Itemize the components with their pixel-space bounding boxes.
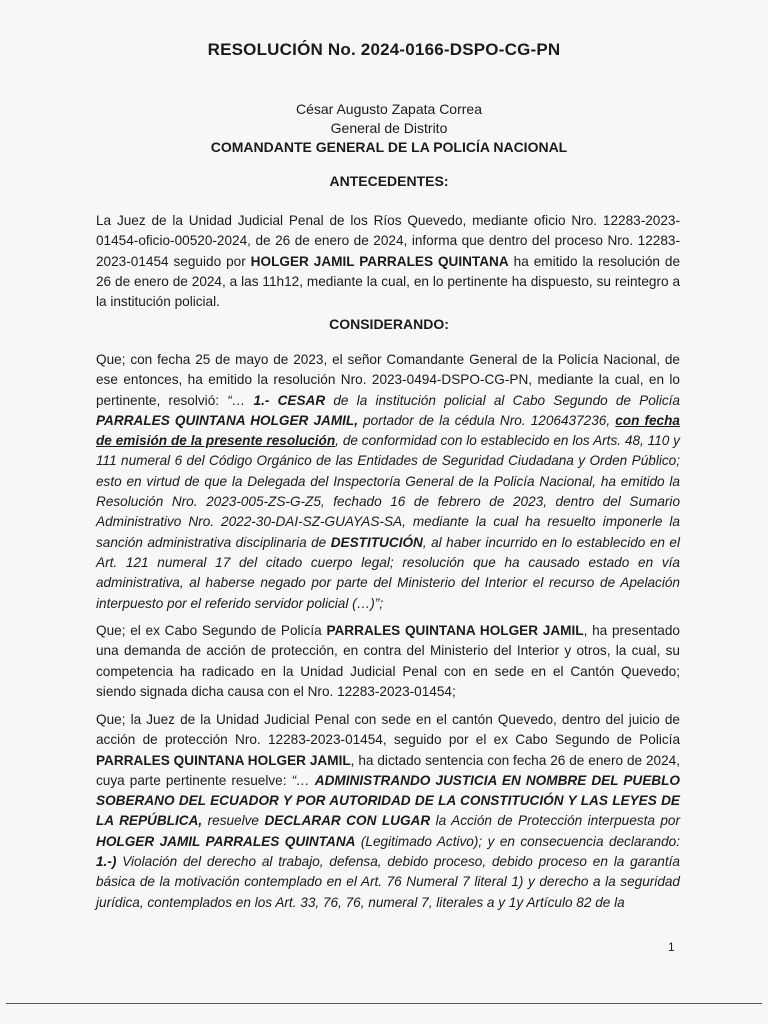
q1-text-a: Que; con fecha 25 de mayo de 2023, el señor Comandante General de la Policía Nacional, de ese entonces, ha emitido la resolución Nro. 2023-0494-DSPO-CG-PN, mediante la cual, en lo pertinente, resolvió: — [96, 352, 680, 408]
q1-text-i2: de la institución policial al Cabo Segundo de Policía — [325, 392, 680, 408]
signer-rank: General de Distrito — [330, 120, 448, 136]
resolution-title: RESOLUCIÓN No. 2024-0166-DSPO-CG-PN — [207, 40, 561, 59]
q1-destitucion: DESTITUCIÓN — [330, 534, 423, 550]
q3-text-i4: (Legitimado Activo); y en consecuencia declarando: — [355, 833, 680, 849]
q3-quote-open: “… — [291, 772, 315, 788]
q1-quote-open: “… — [227, 392, 254, 408]
q2-text-b: , ha presentado una demanda de acción de protección, en contra del Ministerio del Interior y otros, la cual, su competencia ha radicado en la Unidad Judicial Penal con en sede en el Cantón Quevedo; siendo signada dicha causa con el Nro. 12283-2023-01454; — [96, 623, 680, 699]
considerando-paragraph-1 — [96, 350, 680, 614]
q3-text-i2: resuelve — [202, 813, 265, 829]
q1-text-i4: , de conformidad con lo establecido en los Arts. 48, 110 y 111 numeral 6 del Código Orgánico de las Entidades de Seguridad Ciudadana y Orden Público; esto en virtud de que la Delegada del Inspectoría General de la Policía Nacional, ha emitido la Resolución Nro. 2023-005-ZS-G-Z5, fechado 16 de febrero de 2023, dentro del Sumario Administrativo Nro. 2022-30-DAI-SZ-GUAYAS-SA, mediante la cual ha resuelto imponerle la sanción administrativa disciplinaria de — [96, 433, 680, 550]
considerando-paragraph-3 — [96, 710, 680, 913]
considerando-heading: CONSIDERANDO: — [329, 316, 449, 332]
q3-officer-name: PARRALES QUINTANA HOLGER JAMIL — [96, 752, 351, 768]
q3-text-i3: la Acción de Protección interpuesta por — [430, 813, 681, 829]
considerando-paragraph-2 — [96, 621, 680, 702]
defendant-name: HOLGER JAMIL PARRALES QUINTANA — [250, 253, 509, 269]
q3-plaintiff-name: HOLGER JAMIL PARRALES QUINTANA — [96, 833, 356, 849]
q1-cesar: 1.- CESAR — [253, 392, 326, 408]
footer-divider — [6, 1003, 762, 1004]
antecedentes-text-1: La Juez de la Unidad Judicial Penal de los Ríos Quevedo, mediante oficio Nro. 12283-2023-01454-oficio-00520-2024, de 26 de enero de 2024, informa que dentro del proceso Nro. 12283-2023-01454 seguido por — [96, 213, 680, 269]
antecedentes-heading: ANTECEDENTES: — [329, 173, 449, 189]
q3-text-b: , ha dictado sentencia con fecha 26 de enero de 2024, cuya parte pertinente resuelve: — [96, 752, 680, 788]
q3-administrando: ADMINISTRANDO JUSTICIA EN NOMBRE DEL PUEBLO SOBERANO DEL ECUADOR Y POR AUTORIDAD DE LA CONSTITUCIÓN Y LAS LEYES DE LA REPÚBLICA, — [96, 772, 680, 829]
q1-text-i5: , al haber incurrido en lo establecido en el Art. 121 numeral 17 del citado cuerpo legal; resolución que ha causado estado en vía administrativa, al haberse negado por parte del Ministerio del Interior el recurso de Apelación interpuesto por el referido servidor policial (…)”; — [96, 534, 680, 611]
q2-text-a: Que; el ex Cabo Segundo de Policía — [96, 623, 327, 638]
antecedentes-text-2: ha emitido la resolución de 26 de enero de 2024, a las 11h12, mediante la cual, en lo pertinente ha dispuesto, su reintegro a la institución policial. — [96, 253, 680, 310]
antecedentes-paragraph — [96, 211, 680, 312]
q1-officer-name: PARRALES QUINTANA HOLGER JAMIL, — [96, 412, 359, 428]
q2-officer-name: PARRALES QUINTANA HOLGER JAMIL — [326, 623, 584, 638]
q3-text-i5: Violación del derecho al trabajo, defensa, debido proceso, debido proceso en la garantía básica de la motivación contemplado en el Art. 76 Numeral 7 literal 1) y derecho a la seguridad jurídica, contemplados en los Art. 33, 76, 76, numeral 7, literales a y 1y Artículo 82 de la — [96, 854, 680, 910]
signer-block — [0, 100, 768, 157]
signer-name: César Augusto Zapata Correa — [296, 101, 482, 117]
q3-item-one: 1.-) — [96, 854, 117, 870]
q3-text-a: Que; la Juez de la Unidad Judicial Penal con sede en el cantón Quevedo, dentro del juicio de acción de protección Nro. 12283-2023-01454, seguido por el ex Cabo Segundo de Policía — [96, 712, 680, 748]
page-number: 1 — [668, 940, 675, 954]
q1-underlined-text: con fecha de emisión de la presente resolución — [96, 412, 680, 449]
signer-position: COMANDANTE GENERAL DE LA POLICÍA NACIONAL — [210, 139, 568, 155]
q3-declarar: DECLARAR CON LUGAR — [264, 813, 431, 829]
q1-text-i3: portador de la cédula Nro. 1206437236, — [358, 412, 616, 428]
